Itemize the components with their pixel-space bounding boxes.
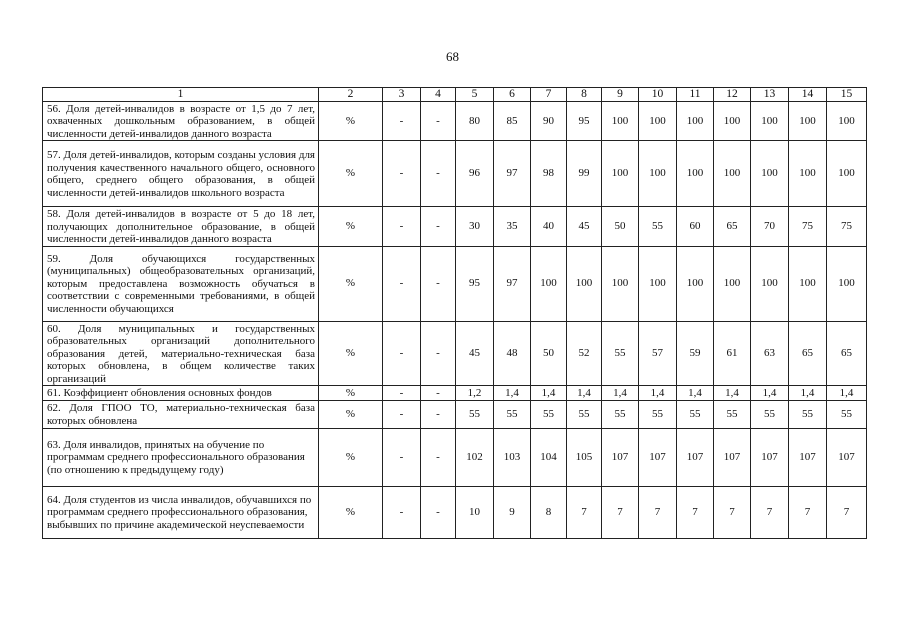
value-cell: 107 [827, 428, 867, 486]
value-cell: 100 [751, 246, 789, 321]
value-cell: 1,4 [567, 386, 602, 401]
value-cell: 100 [602, 101, 639, 141]
value-cell: - [421, 400, 456, 428]
value-cell: 65 [714, 207, 751, 247]
value-cell: 1,4 [751, 386, 789, 401]
value-cell: 100 [789, 101, 827, 141]
value-cell: 55 [602, 321, 639, 386]
value-cell: 55 [494, 400, 531, 428]
header-cell: 1 [43, 88, 319, 102]
unit-cell: % [319, 246, 383, 321]
indicator-description: 59. Доля обучающихся государственных (муниципальных) общеобразовательных организаций, которым предоставлена возможность обучаться в соответствии с современными требованиями, в общей численности обучающихся [43, 246, 319, 321]
value-cell: 100 [789, 141, 827, 207]
value-cell: 55 [751, 400, 789, 428]
indicator-description: 57. Доля детей-инвалидов, которым созданы условия для получения качественного начального общего, основного общего, среднего общего образования, в общей численности детей-инвалидов школьного возраста [43, 141, 319, 207]
value-cell: 105 [567, 428, 602, 486]
header-cell: 3 [383, 88, 421, 102]
value-cell: 107 [639, 428, 677, 486]
value-cell: 1,4 [827, 386, 867, 401]
value-cell: 97 [494, 246, 531, 321]
value-cell: 70 [751, 207, 789, 247]
value-cell: 80 [456, 101, 494, 141]
indicator-description: 56. Доля детей-инвалидов в возрасте от 1,5 до 7 лет, охваченных дошкольным образованием, в общей численности детей-инвалидов данного возраста [43, 101, 319, 141]
indicator-description: 64. Доля студентов из числа инвалидов, обучавшихся по программам среднего профессионального образования, выбывших по причине академической неуспеваемости [43, 486, 319, 538]
table-body [43, 101, 867, 538]
value-cell: 107 [714, 428, 751, 486]
value-cell: 1,4 [639, 386, 677, 401]
value-cell: 7 [789, 486, 827, 538]
value-cell: 107 [751, 428, 789, 486]
value-cell: 30 [456, 207, 494, 247]
value-cell: 35 [494, 207, 531, 247]
header-cell: 9 [602, 88, 639, 102]
value-cell: 55 [639, 400, 677, 428]
value-cell: 9 [494, 486, 531, 538]
value-cell: 45 [567, 207, 602, 247]
value-cell: 7 [677, 486, 714, 538]
value-cell: 7 [639, 486, 677, 538]
value-cell: 98 [531, 141, 567, 207]
value-cell: 40 [531, 207, 567, 247]
value-cell: 1,4 [531, 386, 567, 401]
value-cell: 57 [639, 321, 677, 386]
value-cell: 100 [827, 141, 867, 207]
value-cell: 100 [602, 141, 639, 207]
value-cell: 55 [456, 400, 494, 428]
indicator-description: 60. Доля муниципальных и государственных образовательных организаций дополнительного образования детей, материально-техническая база которых обновлена, в общем количестве таких организаций [43, 321, 319, 386]
value-cell: - [421, 207, 456, 247]
header-cell: 4 [421, 88, 456, 102]
header-cell: 11 [677, 88, 714, 102]
page-number: 68 [446, 49, 459, 64]
value-cell: 55 [714, 400, 751, 428]
value-cell: - [383, 386, 421, 401]
table-row [43, 400, 867, 428]
value-cell: 95 [567, 101, 602, 141]
value-cell: 7 [714, 486, 751, 538]
unit-cell: % [319, 101, 383, 141]
header-cell: 10 [639, 88, 677, 102]
value-cell: - [383, 486, 421, 538]
value-cell: 100 [751, 101, 789, 141]
value-cell: - [383, 428, 421, 486]
value-cell: 59 [677, 321, 714, 386]
value-cell: 102 [456, 428, 494, 486]
value-cell: 1,2 [456, 386, 494, 401]
unit-cell: % [319, 141, 383, 207]
value-cell: 100 [751, 141, 789, 207]
header-cell: 15 [827, 88, 867, 102]
value-cell: 8 [531, 486, 567, 538]
value-cell: 100 [827, 246, 867, 321]
value-cell: 100 [714, 246, 751, 321]
table-row [43, 486, 867, 538]
value-cell: 100 [714, 101, 751, 141]
table-row [43, 321, 867, 386]
value-cell: 55 [567, 400, 602, 428]
value-cell: 100 [639, 246, 677, 321]
value-cell: 60 [677, 207, 714, 247]
value-cell: 10 [456, 486, 494, 538]
value-cell: - [421, 321, 456, 386]
unit-cell: % [319, 486, 383, 538]
value-cell: - [421, 428, 456, 486]
value-cell: 50 [531, 321, 567, 386]
table-row [43, 101, 867, 141]
indicator-description: 62. Доля ГПОО ТО, материально-техническая база которых обновлена [43, 400, 319, 428]
value-cell: - [421, 386, 456, 401]
value-cell: 1,4 [677, 386, 714, 401]
value-cell: - [383, 246, 421, 321]
value-cell: 55 [677, 400, 714, 428]
unit-cell: % [319, 400, 383, 428]
value-cell: 55 [827, 400, 867, 428]
indicator-description: 58. Доля детей-инвалидов в возрасте от 5 до 18 лет, получающих дополнительное образование, в общей численности детей-инвалидов данного возраста [43, 207, 319, 247]
value-cell: - [383, 101, 421, 141]
value-cell: 100 [827, 101, 867, 141]
value-cell: 50 [602, 207, 639, 247]
value-cell: - [421, 486, 456, 538]
value-cell: 48 [494, 321, 531, 386]
value-cell: 107 [677, 428, 714, 486]
indicators-table [42, 87, 867, 539]
header-cell: 12 [714, 88, 751, 102]
value-cell: 99 [567, 141, 602, 207]
value-cell: 100 [639, 101, 677, 141]
value-cell: 65 [827, 321, 867, 386]
table-row [43, 207, 867, 247]
value-cell: 100 [677, 246, 714, 321]
header-cell: 5 [456, 88, 494, 102]
value-cell: 61 [714, 321, 751, 386]
table-header-row [43, 88, 867, 102]
value-cell: 104 [531, 428, 567, 486]
value-cell: 55 [531, 400, 567, 428]
header-cell: 6 [494, 88, 531, 102]
value-cell: 100 [639, 141, 677, 207]
value-cell: 1,4 [789, 386, 827, 401]
value-cell: 65 [789, 321, 827, 386]
value-cell: 7 [602, 486, 639, 538]
value-cell: 85 [494, 101, 531, 141]
value-cell: 100 [531, 246, 567, 321]
unit-cell: % [319, 321, 383, 386]
value-cell: 100 [789, 246, 827, 321]
value-cell: - [383, 400, 421, 428]
unit-cell: % [319, 386, 383, 401]
value-cell: 7 [827, 486, 867, 538]
indicator-description: 63. Доля инвалидов, принятых на обучение по программам среднего профессионального образования (по отношению к предыдущему году) [43, 428, 319, 486]
value-cell: 63 [751, 321, 789, 386]
value-cell: 97 [494, 141, 531, 207]
header-cell: 8 [567, 88, 602, 102]
value-cell: 107 [789, 428, 827, 486]
value-cell: 96 [456, 141, 494, 207]
value-cell: 90 [531, 101, 567, 141]
table-row [43, 428, 867, 486]
header-cell: 13 [751, 88, 789, 102]
value-cell: 52 [567, 321, 602, 386]
value-cell: 55 [789, 400, 827, 428]
value-cell: 95 [456, 246, 494, 321]
value-cell: 45 [456, 321, 494, 386]
value-cell: - [421, 101, 456, 141]
value-cell: 7 [751, 486, 789, 538]
value-cell: 1,4 [714, 386, 751, 401]
header-cell: 7 [531, 88, 567, 102]
header-cell: 2 [319, 88, 383, 102]
value-cell: 1,4 [602, 386, 639, 401]
value-cell: - [383, 141, 421, 207]
unit-cell: % [319, 207, 383, 247]
value-cell: 55 [602, 400, 639, 428]
value-cell: - [421, 246, 456, 321]
indicator-description: 61. Коэффициент обновления основных фондов [43, 386, 319, 401]
value-cell: - [383, 321, 421, 386]
table-row [43, 141, 867, 207]
value-cell: 55 [639, 207, 677, 247]
value-cell: 1,4 [494, 386, 531, 401]
value-cell: 107 [602, 428, 639, 486]
table-row [43, 246, 867, 321]
unit-cell: % [319, 428, 383, 486]
value-cell: 75 [789, 207, 827, 247]
value-cell: 7 [567, 486, 602, 538]
value-cell: 75 [827, 207, 867, 247]
header-cell: 14 [789, 88, 827, 102]
value-cell: 100 [602, 246, 639, 321]
value-cell: 103 [494, 428, 531, 486]
table-row [43, 386, 867, 401]
value-cell: 100 [677, 141, 714, 207]
value-cell: - [421, 141, 456, 207]
value-cell: 100 [714, 141, 751, 207]
value-cell: 100 [567, 246, 602, 321]
value-cell: - [383, 207, 421, 247]
value-cell: 100 [677, 101, 714, 141]
